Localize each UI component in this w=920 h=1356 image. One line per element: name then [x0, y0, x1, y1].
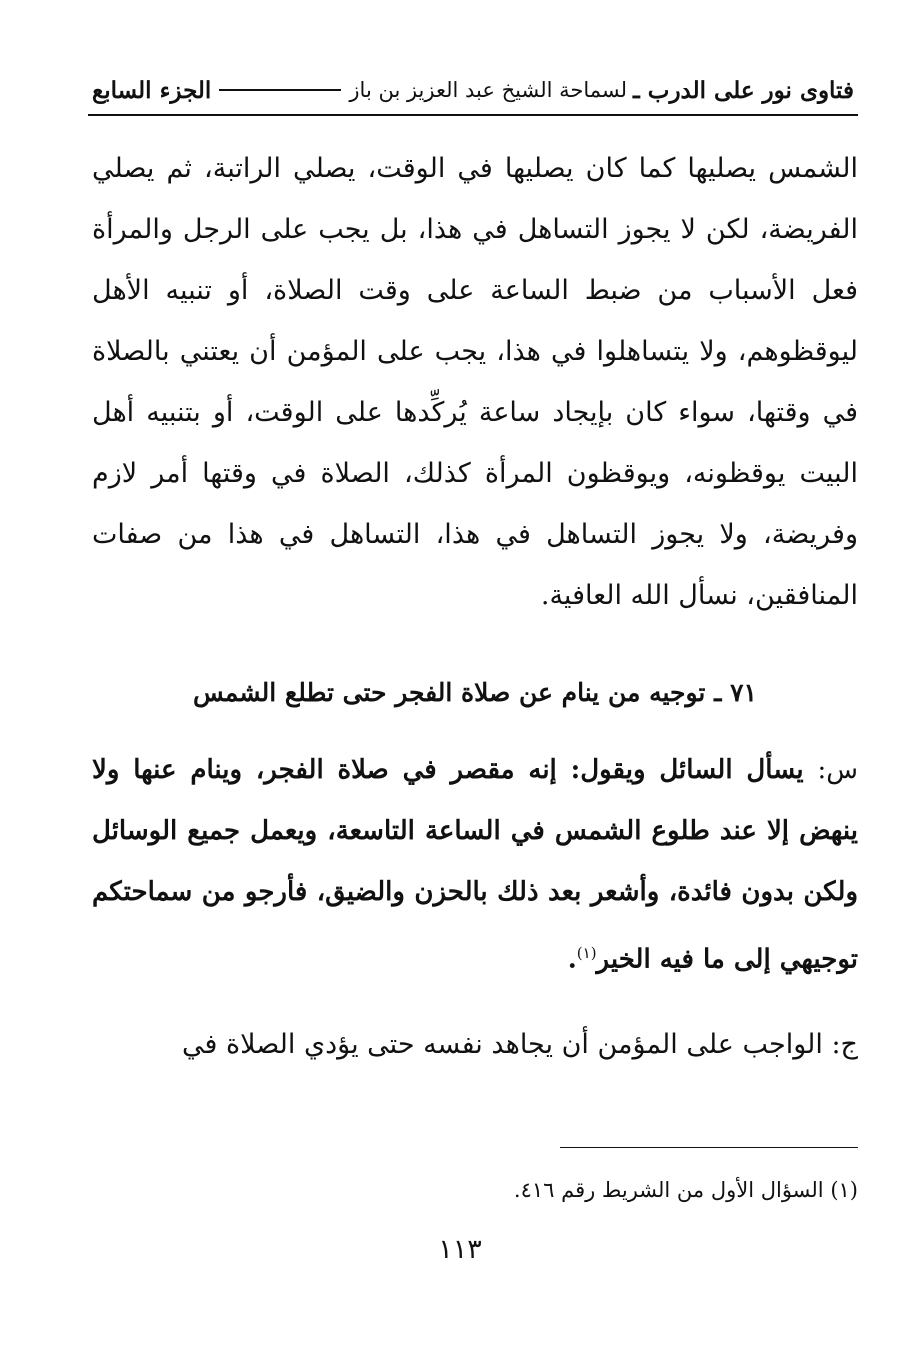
header-dash-line — [219, 89, 341, 91]
running-header — [92, 70, 854, 110]
answer-paragraph: ج: الواجب على المؤمن أن يجاهد نفسه حتى يؤدي الصلاة في — [181, 1029, 858, 1060]
question-label: س: — [817, 755, 858, 785]
footnote: (١) السؤال الأول من الشريط رقم ٤١٦. — [513, 1178, 858, 1202]
question-paragraph — [92, 740, 858, 991]
header-rule — [88, 114, 858, 116]
question-text: يسأل السائل ويقول: إنه مقصر في صلاة الفجر، وينام عنها ولا ينهض إلا عند طلوع الشمس في الساعة التاسعة، ويعمل جميع الوسائل ولكن بدون فائدة، وأشعر بعد ذلك بالحزن والضيق، فأرجو من سماحتكم توجيهي إلى ما فيه الخير — [92, 755, 858, 975]
header-title-group — [349, 77, 854, 104]
volume-label: الجزء السابع — [92, 76, 212, 104]
section-heading: ٧١ ـ توجيه من ينام عن صلاة الفجر حتى تطلع الشمس — [193, 678, 757, 707]
page-number: ١١٣ — [438, 1234, 482, 1265]
footnote-rule — [560, 1147, 858, 1148]
question-end: . — [567, 944, 577, 975]
footnote-reference: (١) — [576, 944, 597, 962]
body-paragraph: الشمس يصليها كما كان يصليها في الوقت، يصلي الراتبة، ثم يصلي الفريضة، لكن لا يجوز التساهل في هذا، بل يجب على الرجل والمرأة فعل الأسباب من ضبط الساعة على وقت الصلاة، أو تنبيه الأهل ليوقظوهم، ولا يتساهلوا في هذا، يجب على المؤمن أن يعتني بالصلاة في وقتها، سواء كان بإيجاد ساعة يُركِّدها على الوقت، أو بتنبيه أهل البيت يوقظونه، ويوقظون المرأة كذلك، الصلاة في وقتها أمر لازم وفريضة، ولا يجوز التساهل في هذا، التساهل في هذا من صفات المنافقين، نسأل الله العافية. — [92, 153, 858, 611]
author-name: لسماحة الشيخ عبد العزيز بن باز — [349, 78, 628, 102]
book-title: فتاوى نور على الدرب ـ — [633, 76, 854, 104]
body-text — [92, 138, 858, 626]
